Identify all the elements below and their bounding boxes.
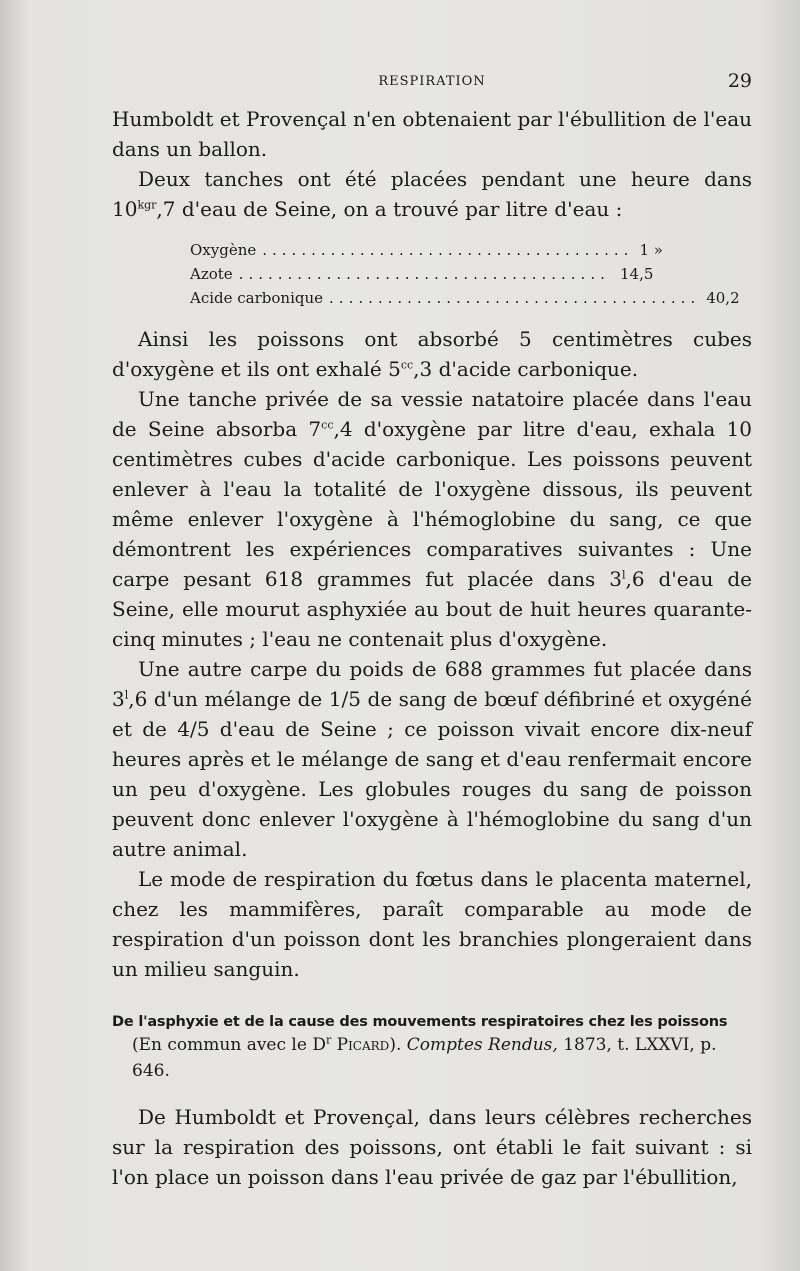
table-row (190, 262, 680, 286)
gas-table (190, 238, 740, 310)
running-title: RESPIRATION (378, 74, 486, 89)
section-heading (112, 1014, 752, 1084)
leader-dots: ...................................... (262, 241, 634, 259)
gas-value: 14,5 (620, 265, 654, 283)
gas-value: 1 » (639, 241, 663, 259)
gas-value: 40,2 (706, 289, 740, 307)
body-text (112, 104, 752, 984)
closing-text (112, 1102, 752, 1192)
section-title: De l'asphyxie et de la cause des mouvements respiratoires chez les poissons (112, 1014, 728, 1030)
paragraph-2: Deux tanches ont été placées pendant une heure dans $10^{kgr},7$ d'eau de Seine, on a trouvé par litre d'eau : (112, 167, 752, 221)
leader-dots: ...................................... (329, 289, 701, 307)
paragraph-3: Ainsi les poissons ont absorbé 5 centimètres cubes d'oxygène et ils ont exhalé $5^{cc},3$ d'acide carbonique. (112, 327, 752, 381)
table-row (190, 238, 680, 262)
gas-label: Oxygène (190, 241, 257, 259)
gas-label: Azote (190, 265, 233, 283)
page-header (112, 70, 752, 100)
table-row (190, 286, 740, 310)
paragraph-6: Le mode de respiration du fœtus dans le placenta maternel, chez les mammifères, paraît comparable au mode de respiration d'un poisson dont les branchies plongeraient dans un milieu sanguin. (112, 867, 752, 981)
leader-dots: ...................................... (238, 265, 610, 283)
gas-label: Acide carbonique (190, 289, 324, 307)
section-reference: (En commun avec le $D^r$ Picard). Comptes Rendus, 1873, t. LXXVI, p. 646. (132, 1033, 717, 1081)
paragraph-7: De Humboldt et Provençal, dans leurs célèbres recherches sur la respiration des poissons, ont établi le fait suivant : si l'on place un poisson dans l'eau privée de gaz par l'ébullition, (112, 1105, 752, 1189)
paragraph-4: Une tanche privée de sa vessie natatoire placée dans l'eau de Seine absorba $7^{cc},4$ d'oxygène par litre d'eau, exhala 10 centimètres cubes d'acide carbonique. Les poissons peuvent enlever à l'eau la totalité de l'oxygène dissous, ils peuvent même enlever l'oxygène à l'hémoglobine du sang, ce que démontrent les expériences comparatives suivantes : Une carpe pesant 618 grammes fut placée dans 3$^l$,6 d'eau de Seine, elle mourut asphyxiée au bout de huit heures quarante-cinq minutes ; l'eau ne contenait plus d'oxygène. (112, 387, 752, 651)
paragraph-1: Humboldt et Provençal n'en obtenaient par l'ébullition de l'eau dans un ballon. (112, 107, 752, 161)
paragraph-5: Une autre carpe du poids de 688 grammes fut placée dans 3$^l$,6 d'un mélange de 1/5 de sang de bœuf défibriné et oxygéné et de 4/5 d'eau de Seine ; ce poisson vivait encore dix-neuf heures après et le mélange de sang et d'eau renfermait encore un peu d'oxygène. Les globules rouges du sang de poisson peuvent donc enlever l'oxygène à l'hémoglobine du sang d'un autre animal. (112, 657, 752, 861)
page-number: 29 (727, 70, 752, 92)
